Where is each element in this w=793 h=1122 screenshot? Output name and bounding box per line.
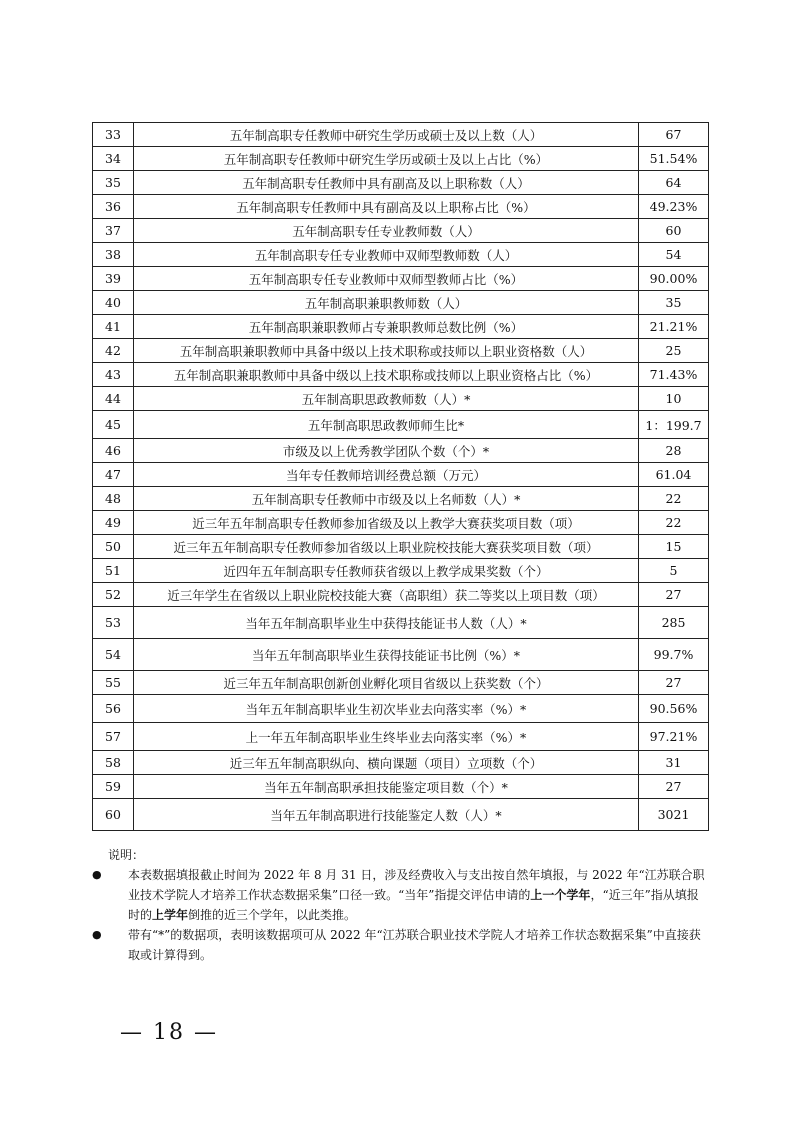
table-row: [93, 439, 709, 463]
table-row: [93, 695, 709, 723]
indicator-cell: 近三年学生在省级以上职业院校技能大赛（高职组）获二等奖以上项目数（项）: [134, 583, 639, 607]
table-row: [93, 195, 709, 219]
indicator-cell: 五年制高职兼职教师数（人）: [134, 291, 639, 315]
row-number-cell: 34: [93, 147, 134, 171]
note-1-text-c: ，“近三年”指从填报时的: [128, 888, 699, 922]
note-1-text-e: 倒推的近三个学年，以此类推。: [188, 908, 357, 922]
table-row: [93, 671, 709, 695]
bullet-icon: ●: [92, 928, 102, 941]
value-cell: 31: [639, 751, 709, 775]
value-cell: 1：199.7: [639, 411, 709, 439]
table-row: [93, 559, 709, 583]
row-number-cell: 53: [93, 607, 134, 639]
table-row: [93, 463, 709, 487]
row-number-cell: 39: [93, 267, 134, 291]
row-number-cell: 40: [93, 291, 134, 315]
row-number-cell: 58: [93, 751, 134, 775]
indicator-cell: 五年制高职专任教师中研究生学历或硕士及以上占比（%）: [134, 147, 639, 171]
row-number-cell: 36: [93, 195, 134, 219]
table-row: [93, 219, 709, 243]
indicator-cell: 上一年五年制高职毕业生终毕业去向落实率（%）*: [134, 723, 639, 751]
table-row: [93, 775, 709, 799]
indicator-cell: 当年五年制高职毕业生中获得技能证书人数（人）*: [134, 607, 639, 639]
value-cell: 22: [639, 511, 709, 535]
value-cell: 97.21%: [639, 723, 709, 751]
note-1-text-d: 上学年: [152, 908, 189, 922]
value-cell: 64: [639, 171, 709, 195]
value-cell: 60: [639, 219, 709, 243]
indicator-cell: 当年五年制高职毕业生初次毕业去向落实率（%）*: [134, 695, 639, 723]
indicator-cell: 五年制高职专任教师中具有副高及以上职称数（人）: [134, 171, 639, 195]
row-number-cell: 43: [93, 363, 134, 387]
indicator-cell: 当年五年制高职毕业生获得技能证书比例（%）*: [134, 639, 639, 671]
indicator-cell: 当年五年制高职承担技能鉴定项目数（个）*: [134, 775, 639, 799]
indicator-cell: 当年专任教师培训经费总额（万元）: [134, 463, 639, 487]
table-row: [93, 723, 709, 751]
row-number-cell: 55: [93, 671, 134, 695]
value-cell: 10: [639, 387, 709, 411]
table-row: [93, 511, 709, 535]
table-row: [93, 363, 709, 387]
table-row: [93, 487, 709, 511]
value-cell: 90.56%: [639, 695, 709, 723]
value-cell: 99.7%: [639, 639, 709, 671]
row-number-cell: 37: [93, 219, 134, 243]
indicator-cell: 当年五年制高职进行技能鉴定人数（人）*: [134, 799, 639, 831]
table-row: [93, 639, 709, 671]
table-row: [93, 607, 709, 639]
value-cell: 285: [639, 607, 709, 639]
table-row: [93, 123, 709, 147]
table-row: [93, 799, 709, 831]
table-row: [93, 339, 709, 363]
table-row: [93, 267, 709, 291]
row-number-cell: 33: [93, 123, 134, 147]
value-cell: 61.04: [639, 463, 709, 487]
row-number-cell: 48: [93, 487, 134, 511]
indicator-cell: 五年制高职思政教师数（人）*: [134, 387, 639, 411]
indicator-cell: 五年制高职专任教师中具有副高及以上职称占比（%）: [134, 195, 639, 219]
value-cell: 71.43%: [639, 363, 709, 387]
indicator-cell: 近三年五年制高职专任教师参加省级及以上教学大赛获奖项目数（项）: [134, 511, 639, 535]
value-cell: 15: [639, 535, 709, 559]
table-row: [93, 315, 709, 339]
bullet-icon: ●: [92, 868, 102, 881]
value-cell: 49.23%: [639, 195, 709, 219]
value-cell: 22: [639, 487, 709, 511]
value-cell: 21.21%: [639, 315, 709, 339]
indicator-cell: 近四年五年制高职专任教师获省级以上教学成果奖数（个）: [134, 559, 639, 583]
table-row: [93, 171, 709, 195]
indicator-cell: 五年制高职专任教师中市级及以上名师数（人）*: [134, 487, 639, 511]
note-2: [92, 925, 708, 965]
indicator-cell: 近三年五年制高职专任教师参加省级以上职业院校技能大赛获奖项目数（项）: [134, 535, 639, 559]
row-number-cell: 60: [93, 799, 134, 831]
row-number-cell: 38: [93, 243, 134, 267]
page-number: — 18 —: [120, 1020, 218, 1045]
note-1-text-a: 本表数据填报截止时间为 2022 年 8 月 31 日，涉及经费收入与支出按自然年填报，与 2022 年“江苏联合职业技术学院人才培养工作状态数据采集”口径一致。“当年”指提交评估申请的: [128, 868, 705, 902]
indicator-cell: 五年制高职专任专业教师数（人）: [134, 219, 639, 243]
indicator-cell: 近三年五年制高职纵向、横向课题（项目）立项数（个）: [134, 751, 639, 775]
row-number-cell: 51: [93, 559, 134, 583]
indicator-cell: 近三年五年制高职创新创业孵化项目省级以上获奖数（个）: [134, 671, 639, 695]
indicator-cell: 五年制高职兼职教师中具备中级以上技术职称或技师以上职业资格占比（%）: [134, 363, 639, 387]
indicator-cell: 五年制高职兼职教师占专兼职教师总数比例（%）: [134, 315, 639, 339]
indicator-cell: 五年制高职专任教师中研究生学历或硕士及以上数（人）: [134, 123, 639, 147]
table-row: [93, 583, 709, 607]
row-number-cell: 44: [93, 387, 134, 411]
table-row: [93, 387, 709, 411]
value-cell: 51.54%: [639, 147, 709, 171]
notes-section: [92, 845, 708, 965]
value-cell: 27: [639, 583, 709, 607]
row-number-cell: 52: [93, 583, 134, 607]
data-table: [92, 122, 709, 831]
row-number-cell: 41: [93, 315, 134, 339]
table-row: [93, 243, 709, 267]
indicator-cell: 五年制高职思政教师师生比*: [134, 411, 639, 439]
table-row: [93, 147, 709, 171]
row-number-cell: 42: [93, 339, 134, 363]
row-number-cell: 47: [93, 463, 134, 487]
value-cell: 35: [639, 291, 709, 315]
indicator-cell: 五年制高职专任专业教师中双师型教师占比（%）: [134, 267, 639, 291]
table-row: [93, 411, 709, 439]
indicator-cell: 五年制高职兼职教师中具备中级以上技术职称或技师以上职业资格数（人）: [134, 339, 639, 363]
value-cell: 5: [639, 559, 709, 583]
value-cell: 3021: [639, 799, 709, 831]
value-cell: 67: [639, 123, 709, 147]
value-cell: 28: [639, 439, 709, 463]
row-number-cell: 57: [93, 723, 134, 751]
table-row: [93, 751, 709, 775]
row-number-cell: 46: [93, 439, 134, 463]
note-1-text-b: 上一个学年: [530, 888, 591, 902]
value-cell: 27: [639, 671, 709, 695]
table-row: [93, 535, 709, 559]
row-number-cell: 45: [93, 411, 134, 439]
indicator-cell: 市级及以上优秀教学团队个数（个）*: [134, 439, 639, 463]
row-number-cell: 59: [93, 775, 134, 799]
row-number-cell: 50: [93, 535, 134, 559]
indicator-cell: 五年制高职专任专业教师中双师型教师数（人）: [134, 243, 639, 267]
note-1: [92, 865, 708, 925]
value-cell: 25: [639, 339, 709, 363]
value-cell: 90.00%: [639, 267, 709, 291]
notes-title: 说明：: [108, 848, 145, 862]
row-number-cell: 56: [93, 695, 134, 723]
row-number-cell: 54: [93, 639, 134, 671]
value-cell: 27: [639, 775, 709, 799]
row-number-cell: 35: [93, 171, 134, 195]
row-number-cell: 49: [93, 511, 134, 535]
table-row: [93, 291, 709, 315]
value-cell: 54: [639, 243, 709, 267]
note-2-text: 带有“*”的数据项，表明该数据项可从 2022 年“江苏联合职业技术学院人才培养工作状态数据采集”中直接获取或计算得到。: [128, 928, 701, 962]
